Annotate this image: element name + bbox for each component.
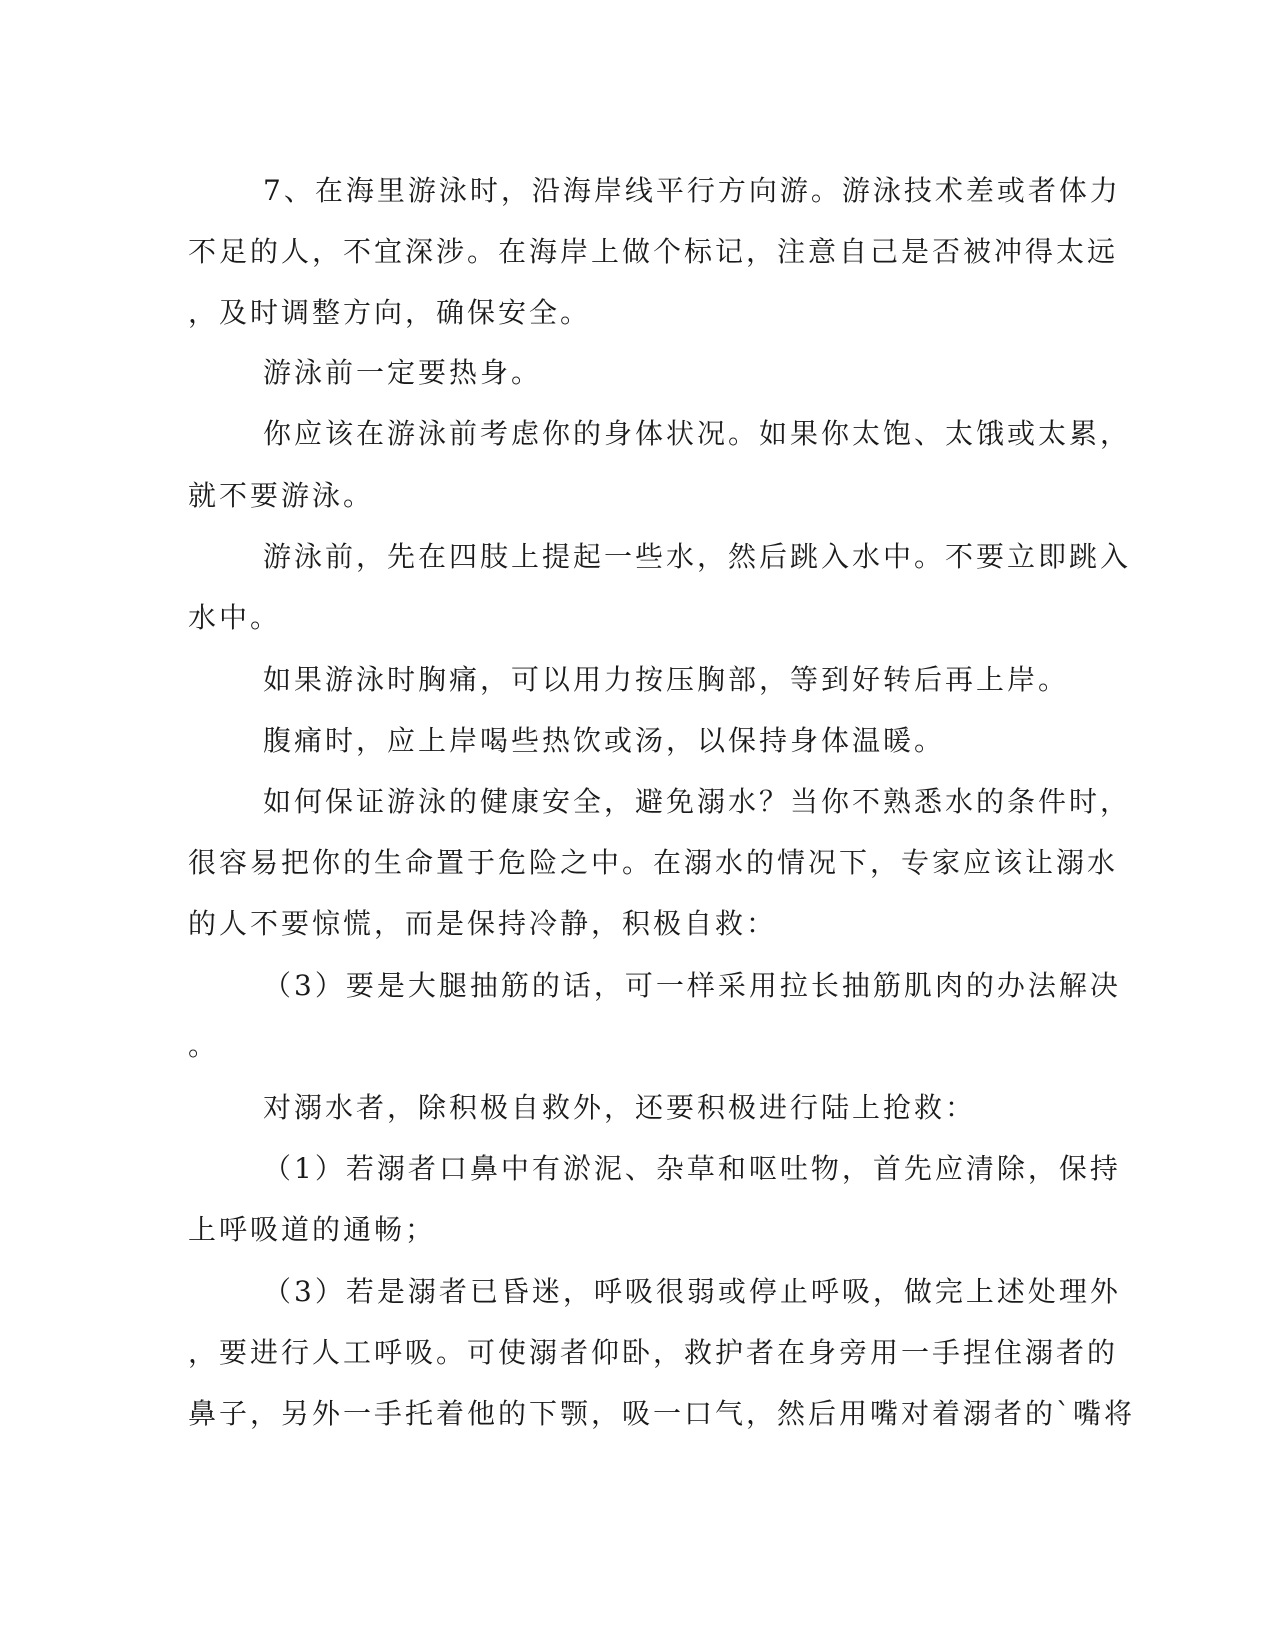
paragraph-line: 7、在海里游泳时，沿海岸线平行方向游。游泳技术差或者体力: [263, 174, 1121, 207]
paragraph-line: 你应该在游泳前考虑你的身体状况。如果你太饱、太饿或太累，: [263, 417, 1132, 450]
paragraph-line: （1）若溺者口鼻中有淤泥、杂草和呕吐物，首先应清除，保持: [263, 1152, 1121, 1185]
paragraph-line: 水中。: [188, 601, 282, 634]
paragraph-line: 游泳前一定要热身。: [263, 356, 543, 389]
paragraph-line: ，要进行人工呼吸。可使溺者仰卧，救护者在身旁用一手捏住溺者的: [188, 1336, 1119, 1369]
paragraph-line: 上呼吸道的通畅；: [188, 1213, 437, 1246]
paragraph-line: 鼻子，另外一手托着他的下颚，吸一口气，然后用嘴对着溺者的`嘴将: [188, 1397, 1136, 1430]
paragraph-line: ，及时调整方向，确保安全。: [188, 296, 592, 329]
paragraph-line: 如果游泳时胸痛，可以用力按压胸部，等到好转后再上岸。: [263, 663, 1070, 696]
paragraph-line: 腹痛时，应上岸喝些热饮或汤，以保持身体温暖。: [263, 724, 946, 757]
paragraph-line: 游泳前，先在四肢上提起一些水，然后跳入水中。不要立即跳入: [263, 540, 1132, 573]
paragraph-line: 很容易把你的生命置于危险之中。在溺水的情况下，专家应该让溺水: [188, 846, 1119, 879]
paragraph-line: 。: [188, 1029, 220, 1062]
paragraph-line: 不足的人，不宜深涉。在海岸上做个标记，注意自己是否被冲得太远: [188, 235, 1119, 268]
paragraph-line: 就不要游泳。: [188, 479, 375, 512]
paragraph-line: （3）要是大腿抽筋的话，可一样采用拉长抽筋肌肉的办法解决: [263, 969, 1121, 1002]
paragraph-line: （3）若是溺者已昏迷，呼吸很弱或停止呼吸，做完上述处理外: [263, 1275, 1121, 1308]
paragraph-line: 如何保证游泳的健康安全，避免溺水？当你不熟悉水的条件时，: [263, 785, 1132, 818]
paragraph-line: 的人不要惊慌，而是保持冷静，积极自救：: [188, 907, 778, 940]
paragraph-line: 对溺水者，除积极自救外，还要积极进行陆上抢救：: [263, 1091, 977, 1124]
